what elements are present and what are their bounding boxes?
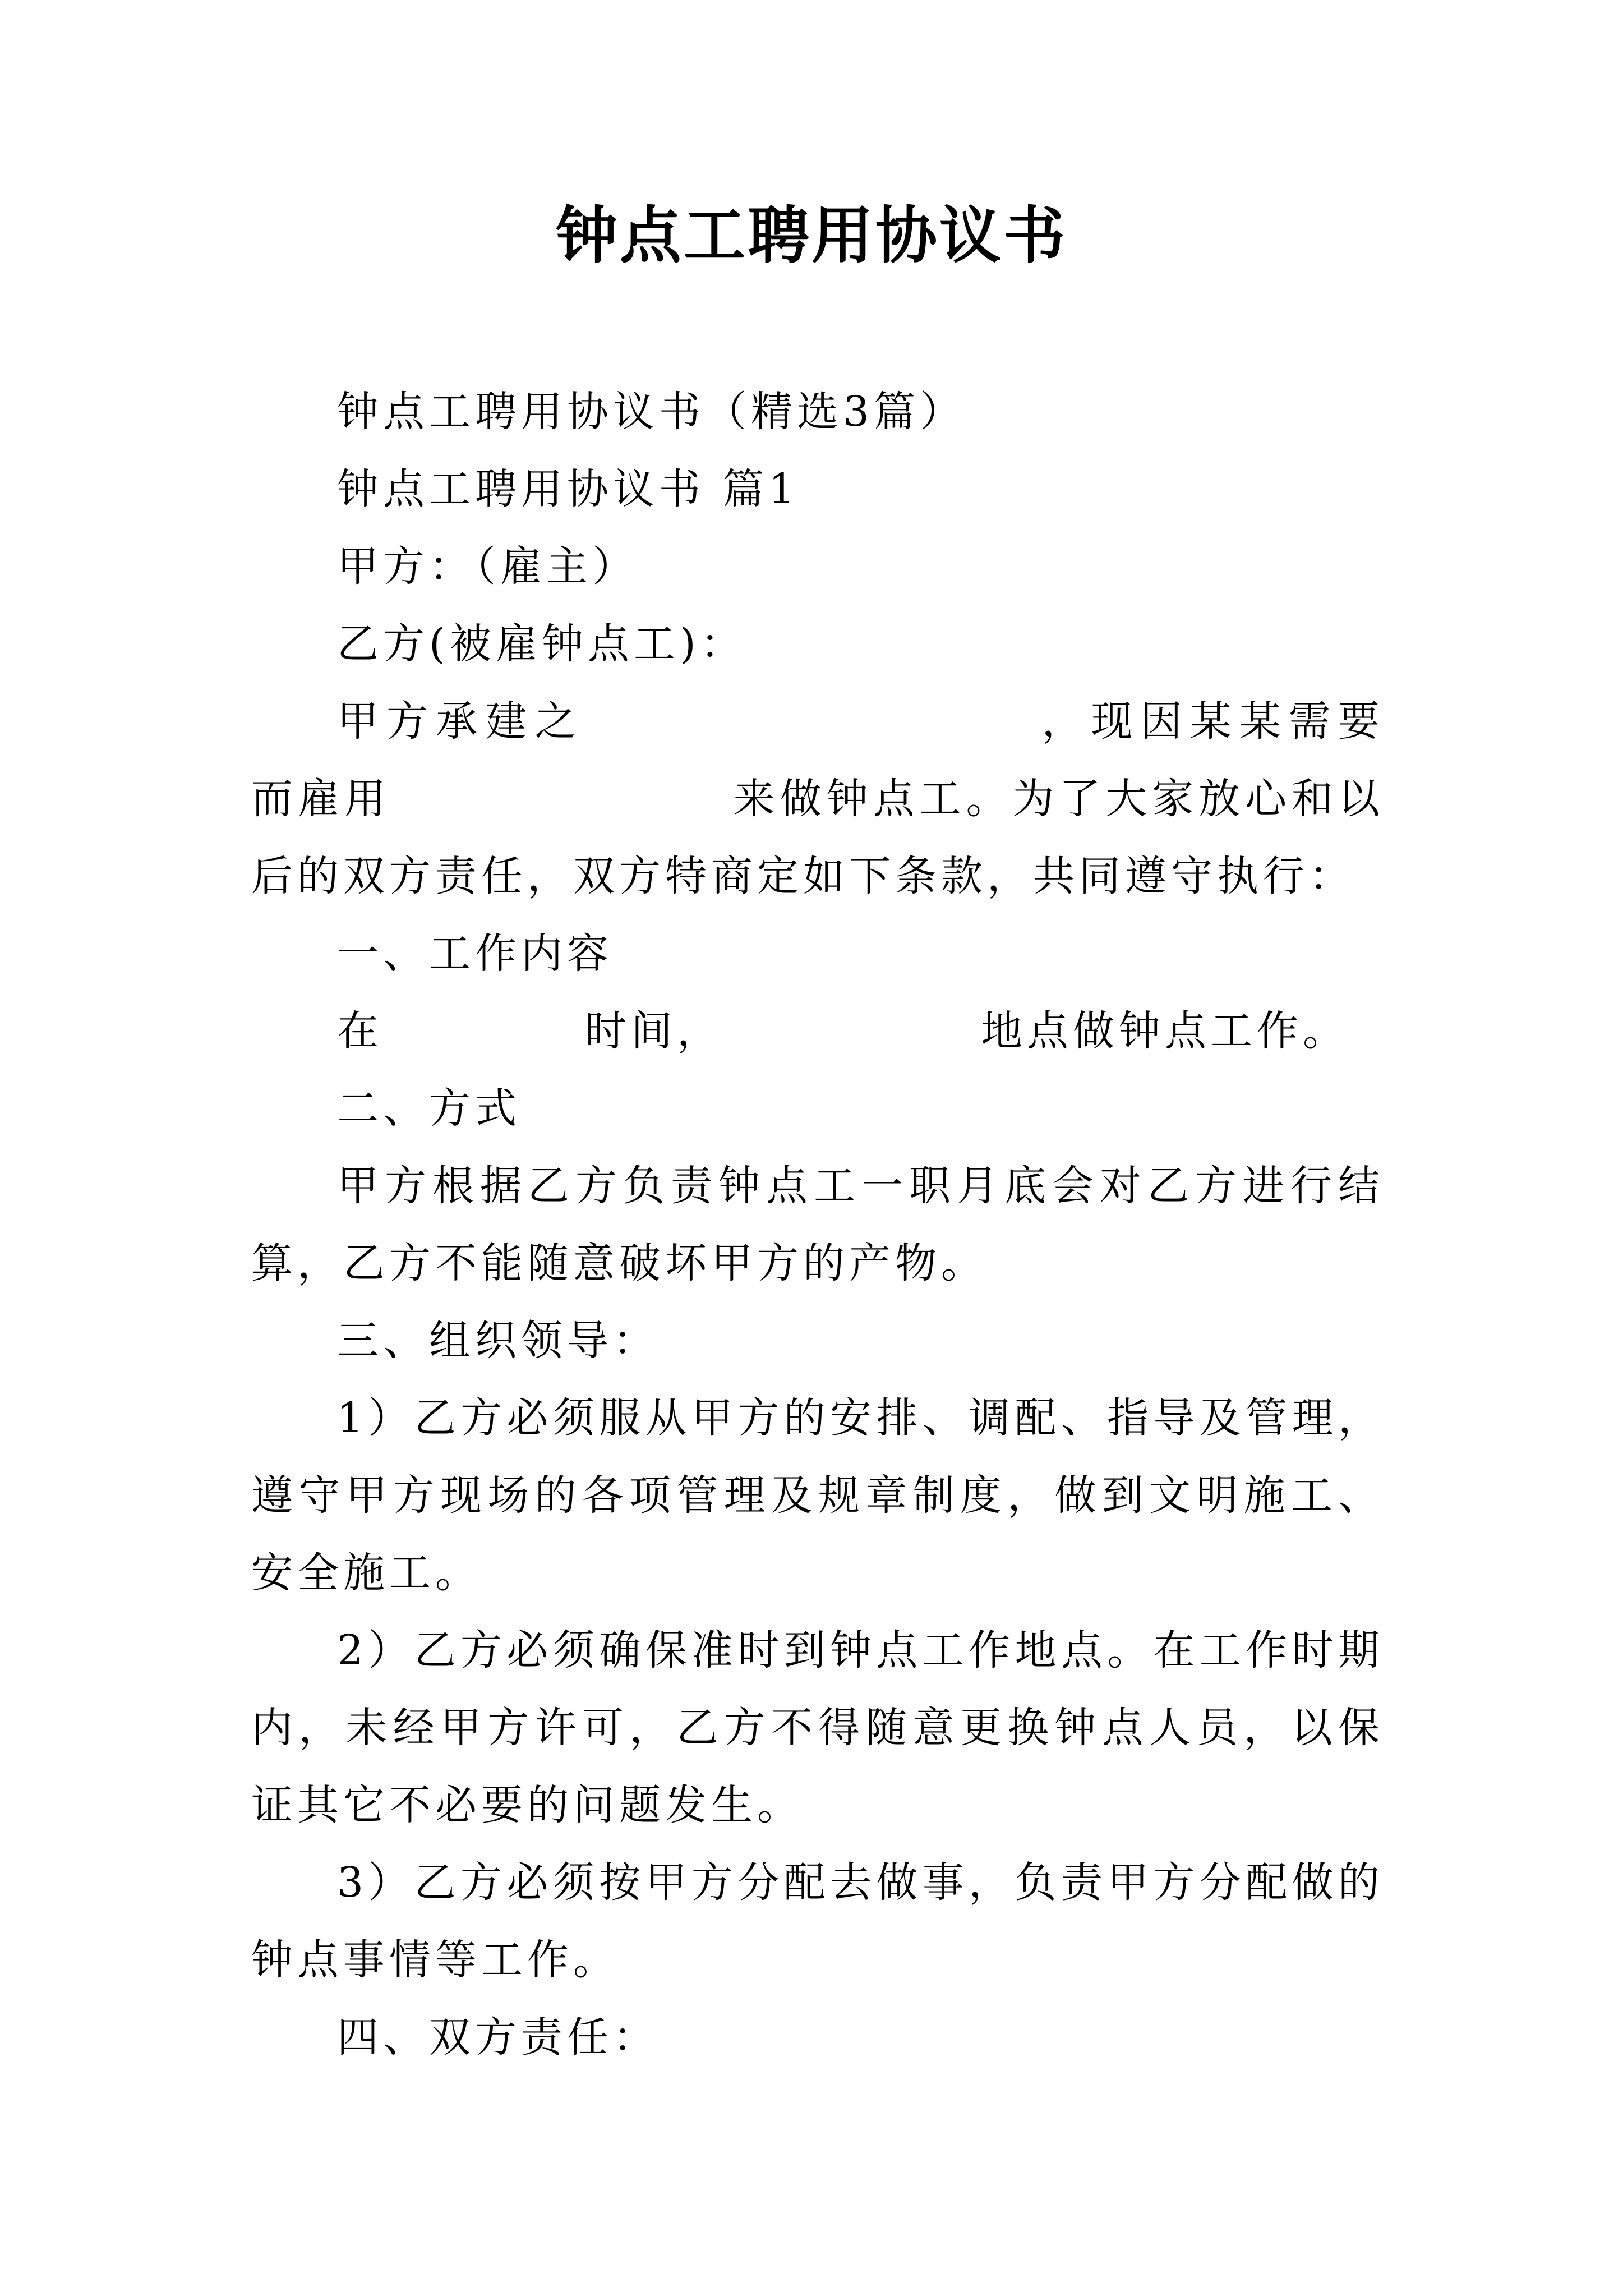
party-b-line: 乙方(被雇钟点工)： [337,620,746,668]
rule-item-2: 2）乙方必须确保准时到钟点工作地点。在工作时期内，未经甲方许可，乙方不得随意更换钟点人员，以保证其它不必要的问题发生。 [251,1626,1384,1829]
intro-text-c: 来做钟点工。为了大家放心和以后的双方责任，双方特商定如下条款，共同遵守执行： [251,775,1385,900]
document-title: 钟点工聘用协议书 [556,199,1067,272]
party-a-line: 甲方：（雇主） [337,542,638,591]
subtitle-paragraph: 钟点工聘用协议书（精选3篇） [337,388,966,436]
intro-paragraph [251,683,1384,915]
work-text-a: 在 [337,1007,383,1055]
work-text-c: 地点做钟点工作。 [981,1007,1349,1055]
clause-heading-4: 四、双方责任： [337,2013,659,2062]
intro-text-b: ，现因某某需要而雇用 [251,697,1385,823]
work-content-paragraph [251,992,1384,1070]
section-heading: 钟点工聘用协议书 篇1 [337,465,800,513]
intro-text-a: 甲方承建之 [337,697,584,746]
document-body [251,373,1384,2076]
rule-item-1: 1）乙方必须服从甲方的安排、调配、指导及管理，遵守甲方现场的各项管理及规章制度，做到文明施工、安全施工。 [251,1394,1384,1597]
clause-heading-2: 二、方式 [337,1084,521,1133]
payment-paragraph: 甲方根据乙方负责钟点工一职月底会对乙方进行结算，乙方不能随意破坏甲方的产物。 [251,1162,1384,1287]
rule-item-3: 3）乙方必须按甲方分配去做事，负责甲方分配做的钟点事情等工作。 [251,1858,1384,1984]
clause-heading-1: 一、工作内容 [337,930,613,978]
work-text-b: 时间， [585,1007,723,1055]
clause-heading-3: 三、组织领导： [337,1317,659,1365]
